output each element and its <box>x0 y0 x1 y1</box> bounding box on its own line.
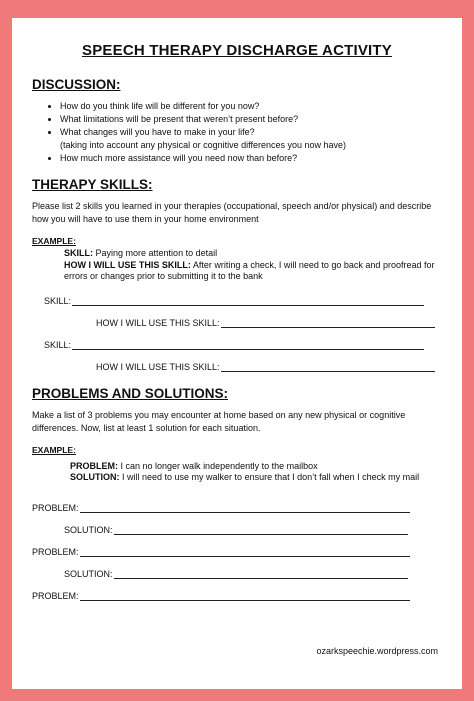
problem-1-blank[interactable] <box>80 503 410 513</box>
how-line-label: HOW I WILL USE THIS SKILL: <box>96 317 220 328</box>
therapy-skills-instructions: Please list 2 skills you learned in your therapies (occupational, speech and/or physical) and describe how you will have to use them in your home environment <box>32 201 432 224</box>
example-solution <box>70 472 442 484</box>
discussion-item: • How much more assistance will you need now than before? <box>60 152 442 165</box>
therapy-skills-heading: THERAPY SKILLS: <box>32 177 153 192</box>
problem-line-label: PROBLEM: <box>32 546 79 557</box>
page-title: SPEECH THERAPY DISCHARGE ACTIVITY <box>82 42 392 59</box>
worksheet-page <box>12 18 462 689</box>
how-2-line[interactable] <box>96 361 442 372</box>
skill-label: SKILL: <box>64 248 93 258</box>
skill-line-label: SKILL: <box>44 295 72 306</box>
problem-line-label: PROBLEM: <box>32 502 79 513</box>
how-2-blank[interactable] <box>221 362 435 372</box>
how-label: HOW I WILL USE THIS SKILL: <box>64 259 191 270</box>
how-1-blank[interactable] <box>221 318 435 328</box>
problem-text: I can no longer walk independently to the mailbox <box>120 460 318 471</box>
problem-label: PROBLEM: <box>70 460 118 471</box>
skill-1-blank[interactable] <box>72 296 424 306</box>
skills-example <box>64 248 442 283</box>
discussion-item <box>60 126 442 152</box>
discussion-heading: DISCUSSION: <box>32 77 121 92</box>
problems-heading: PROBLEMS AND SOLUTIONS: <box>32 385 229 401</box>
solution-2-blank[interactable] <box>114 569 408 579</box>
problems-example-label: EXAMPLE: <box>32 444 76 455</box>
solution-line-label: SOLUTION: <box>64 524 113 535</box>
problem-2-line[interactable] <box>32 546 442 557</box>
solution-1-blank[interactable] <box>114 525 408 535</box>
discussion-item-text: What changes will you have to make in your life? <box>60 127 255 137</box>
problem-3-blank[interactable] <box>80 591 410 601</box>
problem-3-line[interactable] <box>32 590 442 601</box>
discussion-note: (taking into account any physical or cognitive differences you now have) <box>60 140 346 150</box>
how-text: After writing a check, I will need to go back and proofread for errors or changes prior to submitting it to the bank <box>64 259 435 281</box>
discussion-list <box>32 100 442 165</box>
solution-line-label: SOLUTION: <box>64 568 113 579</box>
solution-label: SOLUTION: <box>70 472 120 482</box>
problem-line-label: PROBLEM: <box>32 590 79 601</box>
problems-instructions: Make a list of 3 problems you may encounter at home based on any new physical or cognitive differences. Now, list at least 1 solution for each situation. <box>32 409 406 433</box>
skill-2-blank[interactable] <box>72 340 424 350</box>
footer-url: ozarkspeechie.wordpress.com <box>316 646 438 656</box>
problem-2-blank[interactable] <box>80 547 410 557</box>
how-line-label: HOW I WILL USE THIS SKILL: <box>96 361 220 372</box>
skill-2-line[interactable] <box>44 339 442 350</box>
problems-example <box>70 461 442 484</box>
example-problem <box>70 461 442 473</box>
skills-example-label: EXAMPLE: <box>32 236 76 246</box>
discussion-item: • What limitations will be present that weren’t present before? <box>60 113 442 126</box>
skill-1-line[interactable] <box>44 295 442 306</box>
skill-text: Paying more attention to detail <box>95 248 218 258</box>
problem-1-line[interactable] <box>32 502 442 513</box>
discussion-item: • How do you think life will be different for you now? <box>60 100 442 113</box>
how-1-line[interactable] <box>96 317 442 328</box>
skills-example-how <box>64 260 442 283</box>
skill-line-label: SKILL: <box>44 339 72 350</box>
solution-1-line[interactable] <box>64 524 442 535</box>
solution-2-line[interactable] <box>64 568 442 579</box>
skills-example-skill <box>64 248 442 260</box>
solution-text: I will need to use my walker to ensure that I don’t fall when I check my mail <box>122 472 420 482</box>
